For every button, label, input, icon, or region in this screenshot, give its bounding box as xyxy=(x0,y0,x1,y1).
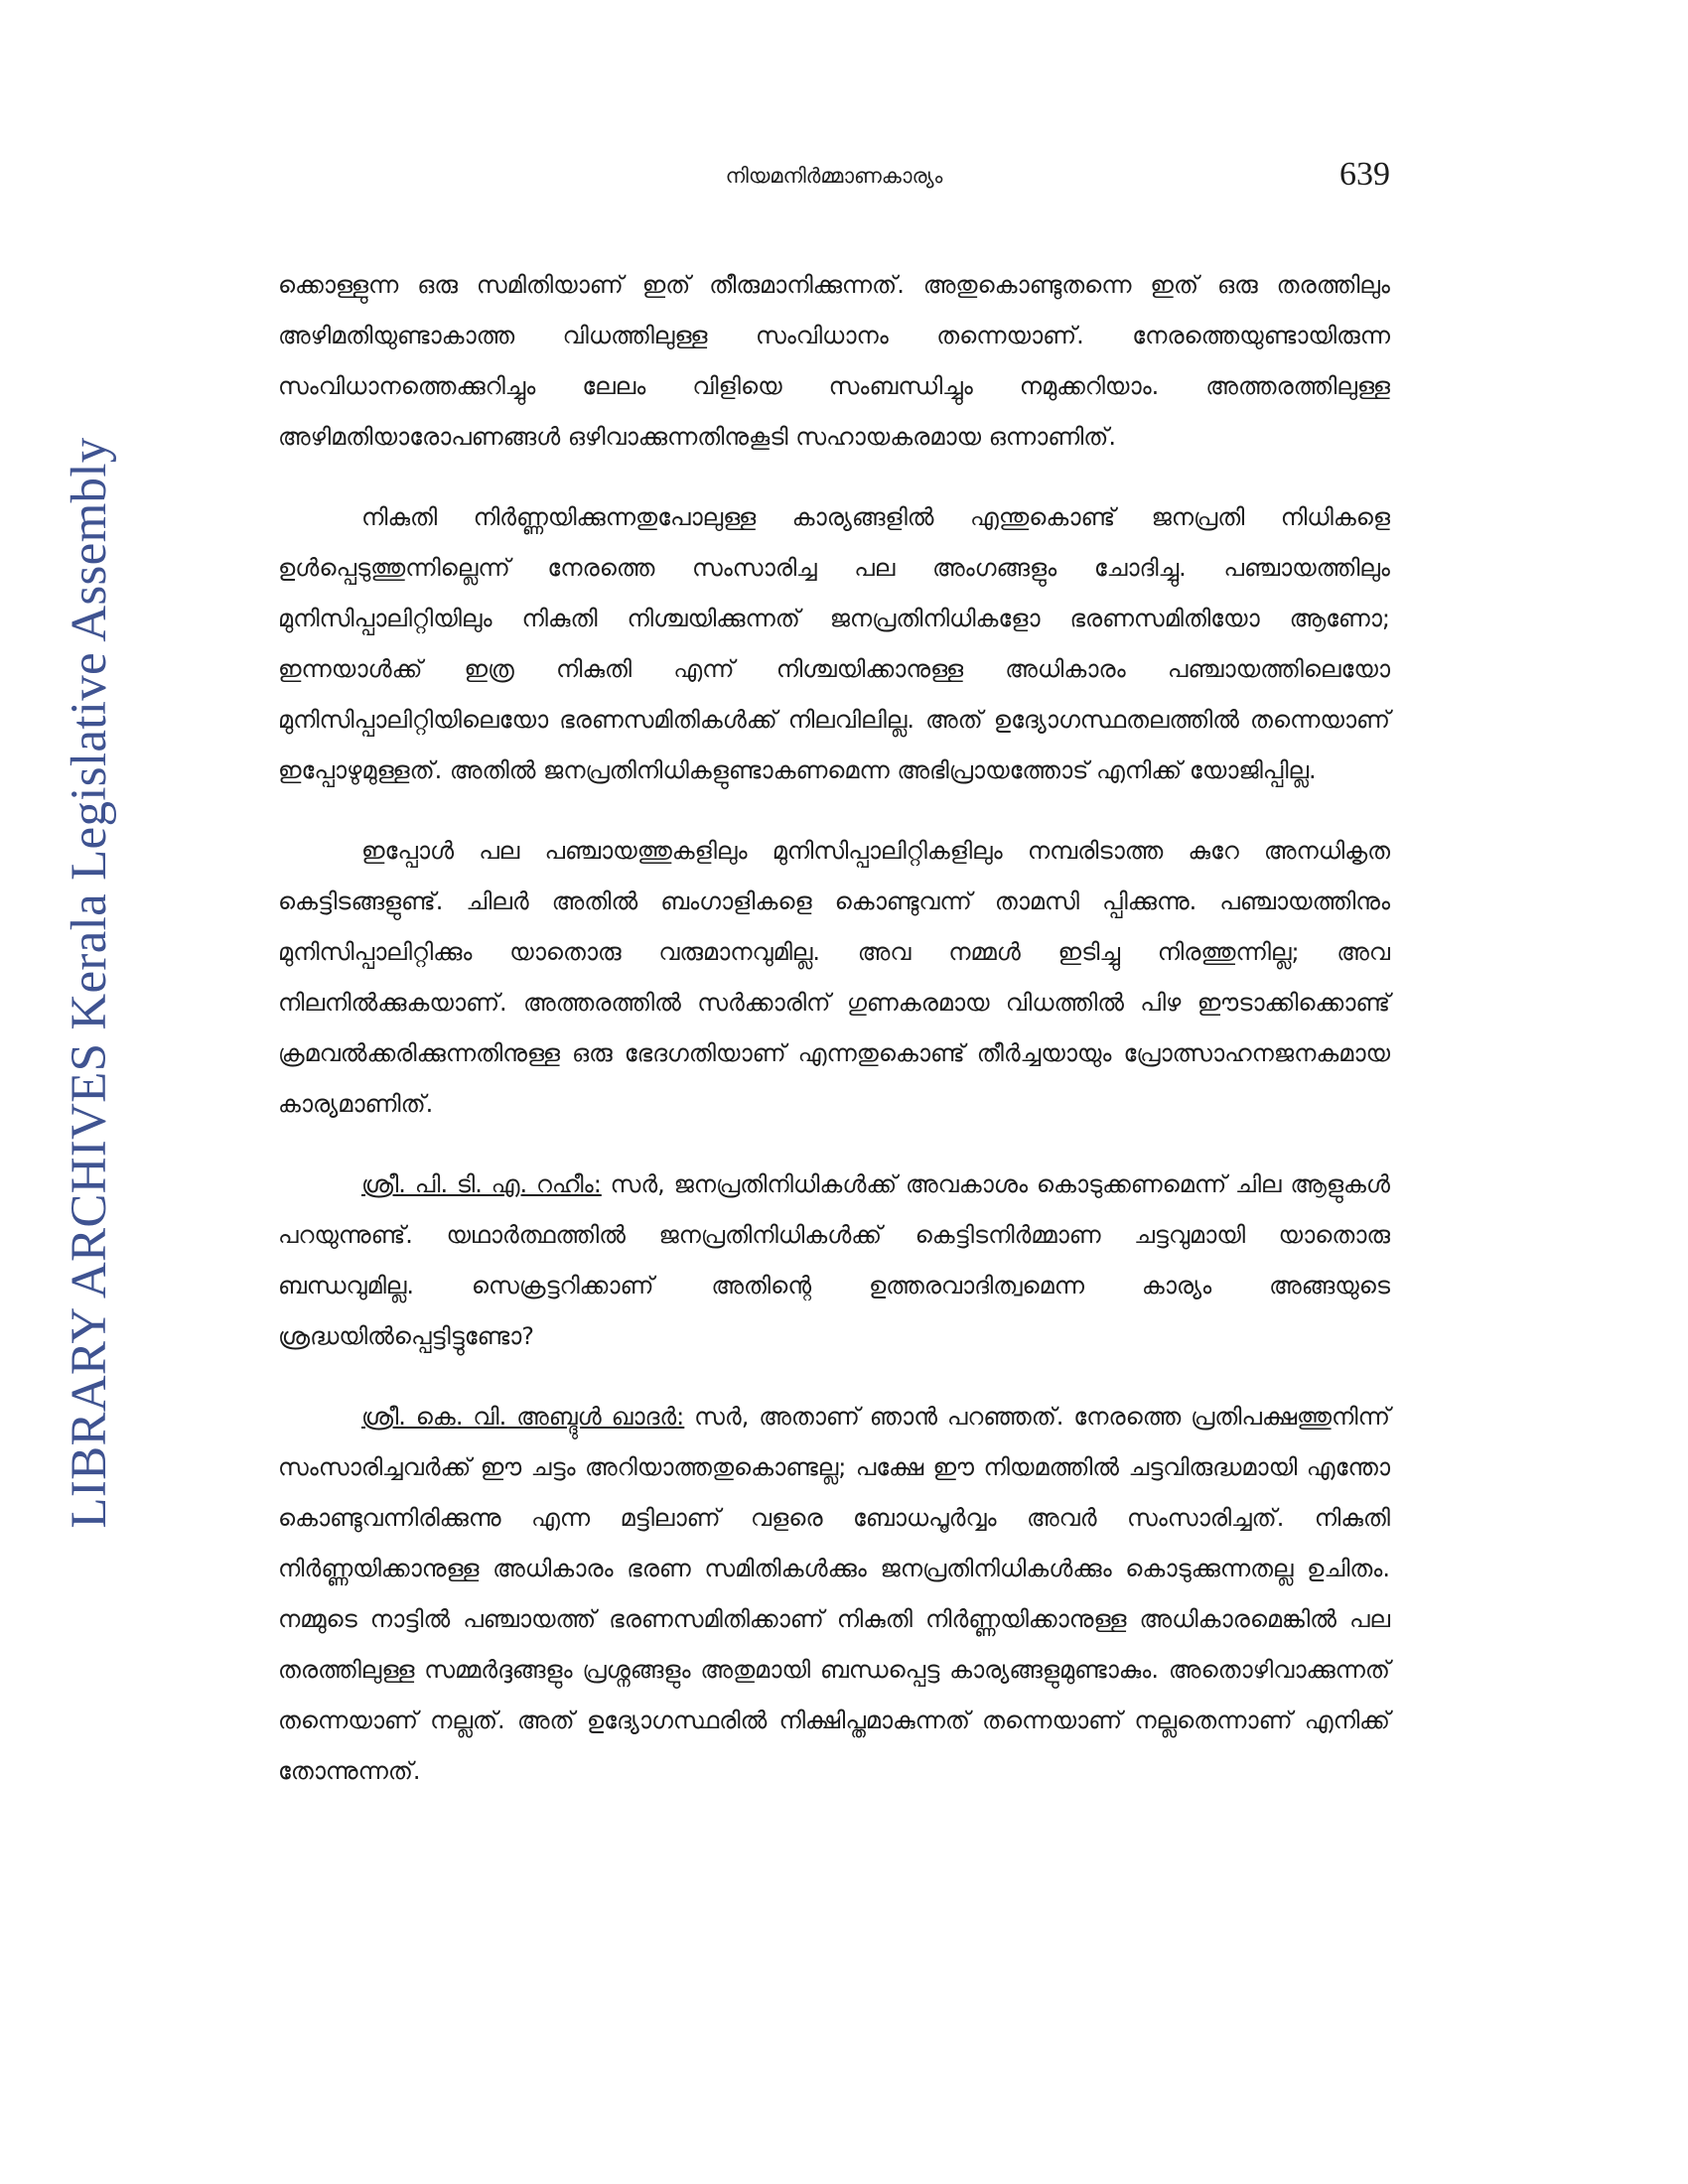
paragraph xyxy=(278,826,1390,1130)
paragraph-text: ഇപ്പോൾ പല പഞ്ചായത്തുകളിലും മുനിസിപ്പാലിറ്റികളിലും നമ്പരിടാത്ത കുറേ അനധികൃത കെട്ടിടങ്ങളുണ്ട്. ചിലർ അതിൽ ബംഗാളികളെ കൊണ്ടുവന്ന് താമസി പ്പിക്കുന്നു. പഞ്ചായത്തിനും മുനിസിപ്പാലിറ്റിക്കും യാതൊരു വരുമാനവുമില്ല. അവ നമ്മൾ ഇടിച്ചു നിരത്തുന്നില്ല; അവ നിലനിൽക്കുകയാണ്. അത്തരത്തിൽ സർക്കാരിന് ഗുണകരമായ വിധത്തിൽ പിഴ ഈടാക്കിക്കൊണ്ട് ക്രമവൽക്കരിക്കുന്നതിനുള്ള ഒരു ഭേദഗതിയാണ് എന്നതുകൊണ്ട് തീർച്ചയായും പ്രോത്സാഹനജനകമായ കാര്യമാണിത്. xyxy=(278,837,1390,1118)
archive-watermark xyxy=(40,338,139,1628)
paragraph-continuation xyxy=(278,260,1390,463)
speech-text: സർ, ജനപ്രതിനിധികൾക്ക് അവകാശം കൊടുക്കണമെന്ന് ചില ആളുകൾ പറയുന്നുണ്ട്. യഥാർത്ഥത്തിൽ ജനപ്രതിനിധികൾക്ക് കെട്ടിടനിർമ്മാണ ചട്ടവുമായി യാതൊരു ബന്ധവുമില്ല. സെക്രട്ടറിക്കാണ് അതിന്റെ ഉത്തരവാദിത്വമെന്ന കാര്യം അങ്ങയുടെ ശ്രദ്ധയിൽപ്പെട്ടിട്ടുണ്ടോ? xyxy=(278,1170,1391,1350)
page-header xyxy=(278,156,1390,202)
speaker-name: ശ്രീ. പി. ടി. എ. റഹീം: xyxy=(361,1170,602,1198)
running-title: നിയമനിർമ്മാണകാര്യം xyxy=(725,164,943,188)
speech-paragraph xyxy=(278,1160,1390,1362)
paragraph-text: ക്കൊള്ളുന്ന ഒരു സമിതിയാണ് ഇത് തീരുമാനിക്കുന്നത്. അതുകൊണ്ടുതന്നെ ഇത് ഒരു തരത്തിലും അഴിമതിയുണ്ടാകാത്ത വിധത്തിലുള്ള സംവിധാനം തന്നെയാണ്. നേരത്തെയുണ്ടായിരുന്ന സംവിധാനത്തെക്കുറിച്ചും ലേലം വിളിയെ സംബന്ധിച്ചും നമുക്കറിയാം. അത്തരത്തിലുള്ള അഴിമതിയാരോപണങ്ങൾ ഒഴിവാക്കുന്നതിനുകൂടി സഹായകരമായ ഒന്നാണിത്. xyxy=(278,271,1390,451)
page-number: 639 xyxy=(1339,156,1390,193)
page-body xyxy=(278,260,1390,1827)
watermark-text: LIBRARY ARCHIVES Kerala Legislative Assembly xyxy=(62,437,117,1529)
paragraph xyxy=(278,492,1390,796)
speech-paragraph xyxy=(278,1392,1390,1797)
speaker-name: ശ്രീ. കെ. വി. അബ്ദുൾ ഖാദർ: xyxy=(361,1403,685,1431)
speech-text: സർ, അതാണ് ഞാൻ പറഞ്ഞത്. നേരത്തെ പ്രതിപക്ഷത്തുനിന്ന് സംസാരിച്ചവർക്ക് ഈ ചട്ടം അറിയാത്തതുകൊണ്ടല്ല; പക്ഷേ ഈ നിയമത്തിൽ ചട്ടവിരുദ്ധമായി എന്തോ കൊണ്ടുവന്നിരിക്കുന്നു എന്ന മട്ടിലാണ് വളരെ ബോധപൂർവ്വം അവർ സംസാരിച്ചത്. നികുതി നിർണ്ണയിക്കാനുള്ള അധികാരം ഭരണ സമിതികൾക്കും ജനപ്രതിനിധികൾക്കും കൊടുക്കുന്നതല്ല ഉചിതം. നമ്മുടെ നാട്ടിൽ പഞ്ചായത്ത് ഭരണസമിതിക്കാണ് നികുതി നിർണ്ണയിക്കാനുള്ള അധികാരമെങ്കിൽ പല തരത്തിലുള്ള സമ്മർദ്ദങ്ങളും പ്രശ്നങ്ങളും അതുമായി ബന്ധപ്പെട്ട കാര്യങ്ങളുമുണ്ടാകും. അതൊഴിവാക്കുന്നത് തന്നെയാണ് നല്ലത്. അത് ഉദ്യോഗസ്ഥരിൽ നിക്ഷിപ്തമാകുന്നത് തന്നെയാണ് നല്ലതെന്നാണ് എനിക്ക് തോന്നുന്നത്. xyxy=(278,1403,1390,1785)
paragraph-text: നികുതി നിർണ്ണയിക്കുന്നതുപോലുള്ള കാര്യങ്ങളിൽ എന്തുകൊണ്ട് ജനപ്രതി നിധികളെ ഉൾപ്പെടുത്തുന്നില്ലെന്ന് നേരത്തെ സംസാരിച്ച പല അംഗങ്ങളും ചോദിച്ചു. പഞ്ചായത്തിലും മുനിസിപ്പാലിറ്റിയിലും നികുതി നിശ്ചയിക്കുന്നത് ജനപ്രതിനിധികളോ ഭരണസമിതിയോ ആണോ; ഇന്നയാൾക്ക് ഇത്ര നികുതി എന്ന് നിശ്ചയിക്കാനുള്ള അധികാരം പഞ്ചായത്തിലെയോ മുനിസിപ്പാലിറ്റിയിലെയോ ഭരണസമിതികൾക്ക് നിലവിലില്ല. അത് ഉദ്യോഗസ്ഥതലത്തിൽ തന്നെയാണ് ഇപ്പോഴുമുള്ളത്. അതിൽ ജനപ്രതിനിധികളുണ്ടാകണമെന്ന അഭിപ്രായത്തോട് എനിക്ക് യോജിപ്പില്ല. xyxy=(278,503,1390,784)
